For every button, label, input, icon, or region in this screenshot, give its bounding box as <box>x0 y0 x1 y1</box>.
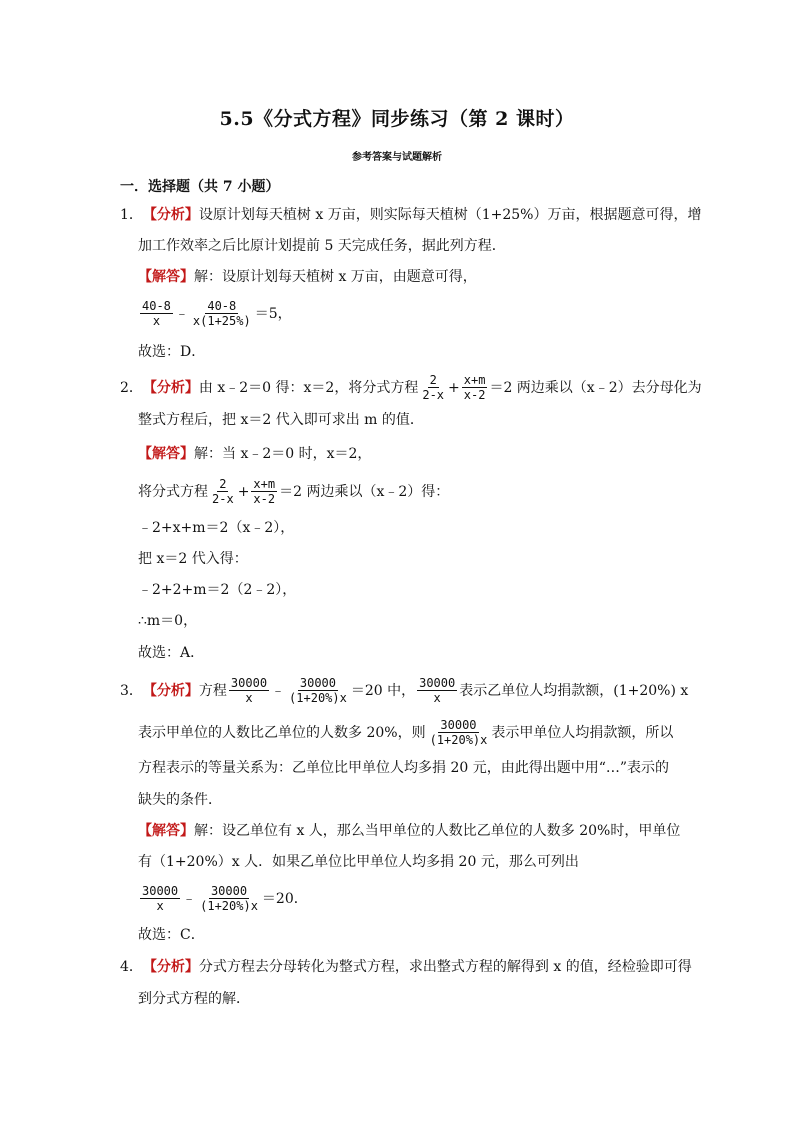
q2-analysis-line-1 <box>120 373 702 402</box>
text: 由 x﹣2＝0 得：x＝2，将分式方程 <box>198 379 419 396</box>
q2-choice: 故选：A． <box>138 645 205 661</box>
fraction: $\frac{40-8}{x}$ <box>142 299 171 328</box>
fraction: $\frac{2}{2-x}$ <box>422 373 445 402</box>
text: 表示甲单位的人数比乙单位的人数多 20%，则 <box>138 724 426 741</box>
q2-solution-line-2 <box>138 477 449 506</box>
analysis-tag: 【分析】 <box>142 682 199 699</box>
q1-analysis-line-2: 加工作效率之后比原计划提前 5 天完成任务，据此列方程． <box>138 238 506 254</box>
text: ＝20． <box>261 890 308 907</box>
q4-analysis-line-2: 到分式方程的解． <box>138 991 250 1007</box>
text: 解：设原计划每天植树 x 万亩，由题意可得， <box>194 269 477 285</box>
page-subtitle: 参考答案与试题解析 <box>352 152 442 163</box>
q3-choice: 故选：C． <box>138 927 205 943</box>
answer-tag: 【解答】 <box>138 446 194 462</box>
section-heading: 一．选择题（共 7 小题） <box>120 179 280 195</box>
q3-analysis-line-3: 方程表示的等量关系为：乙单位比甲单位人均多捐 20 元，由此得出题中用“…”表示的 <box>138 760 670 776</box>
plus-sign: + <box>237 483 250 500</box>
fraction: $\frac{30000}{(1+20\%)x}$ <box>289 676 347 705</box>
q2-analysis-line-2: 整式方程后，把 x＝2 代入即可求出 m 的值． <box>138 412 424 428</box>
text: 表示甲单位人均捐款额，所以 <box>491 724 674 741</box>
q2-solution-line-1 <box>138 444 371 464</box>
fraction: $\frac{30000}{x}$ <box>419 676 456 705</box>
text: ＝20 中， <box>350 682 416 699</box>
q4-analysis-line-1 <box>120 957 692 977</box>
text: ＝2 两边乘以（x﹣2）得： <box>279 483 450 500</box>
text: ＝2 两边乘以（x﹣2）去分母化为 <box>489 379 702 396</box>
fraction: $\frac{30000}{(1+20\%)x}$ <box>429 718 488 747</box>
q1-solution-line-1 <box>138 267 477 287</box>
text: ＝5， <box>254 305 292 322</box>
fraction: $\frac{30000}{(1+20\%)x}$ <box>200 884 258 913</box>
answer-tag: 【解答】 <box>138 823 194 839</box>
question-number: 1． <box>120 207 143 223</box>
q3-analysis-line-4: 缺失的条件． <box>138 792 222 808</box>
page-title: 5.5《分式方程》同步练习（第 2 课时） <box>219 108 575 130</box>
question-number: 4． <box>120 959 143 975</box>
analysis-tag: 【分析】 <box>142 207 199 223</box>
plus-sign: + <box>448 379 460 396</box>
q3-solution-line-2: 有（1+20%）x 人．如果乙单位比甲单位人均多捐 20 元，那么可列出 <box>138 854 579 870</box>
fraction: $\frac{30000}{x}$ <box>230 676 268 705</box>
q1-choice: 故选：D． <box>138 344 206 360</box>
q3-analysis-line-2 <box>138 718 673 747</box>
q3-solution-line-1 <box>138 821 680 841</box>
q1-analysis-line-1 <box>120 205 701 225</box>
question-number: 3． <box>120 682 143 699</box>
q3-equation <box>138 884 308 913</box>
fraction: $\frac{2}{2-x}$ <box>212 477 234 506</box>
minus-sign: ﹣ <box>271 682 286 699</box>
text: 方程 <box>198 682 227 699</box>
analysis-tag: 【分析】 <box>142 379 199 396</box>
text: 分式方程去分母转化为整式方程，求出整式方程的解得到 x 的值，经检验即可得 <box>198 959 692 975</box>
minus-sign: ﹣ <box>174 305 189 322</box>
question-number: 2． <box>120 379 143 396</box>
text: 设原计划每天植树 x 万亩，则实际每天植树（1+25%）万亩，根据题意可得，增 <box>198 207 702 223</box>
answer-tag: 【解答】 <box>138 269 194 285</box>
text: 表示乙单位人均捐款额，(1+20%) x <box>459 682 689 699</box>
minus-sign: ﹣ <box>182 890 197 907</box>
text: 将分式方程 <box>138 483 208 500</box>
fraction: $\frac{x+m}{x-2}$ <box>463 373 486 402</box>
q3-analysis-line-1 <box>120 676 688 705</box>
fraction: $\frac{x+m}{x-2}$ <box>253 477 276 506</box>
text: 解：设乙单位有 x 人，那么当甲单位的人数比乙单位的人数多 20%时，甲单位 <box>194 823 681 839</box>
q1-equation <box>138 299 292 328</box>
analysis-tag: 【分析】 <box>142 959 199 975</box>
fraction: $\frac{40-8}{x(1+25\%)}$ <box>192 299 251 328</box>
q2-solution-line-4: 把 x＝2 代入得： <box>138 551 248 567</box>
q2-solution-line-6: ∴m＝0， <box>138 613 198 629</box>
text: 解：当 x﹣2＝0 时，x＝2， <box>194 446 372 462</box>
fraction: $\frac{30000}{x}$ <box>142 884 179 913</box>
q2-solution-line-3: ﹣2+x+m＝2（x﹣2）， <box>138 520 295 536</box>
q2-solution-line-5: ﹣2+2+m＝2（2﹣2）， <box>138 582 297 598</box>
